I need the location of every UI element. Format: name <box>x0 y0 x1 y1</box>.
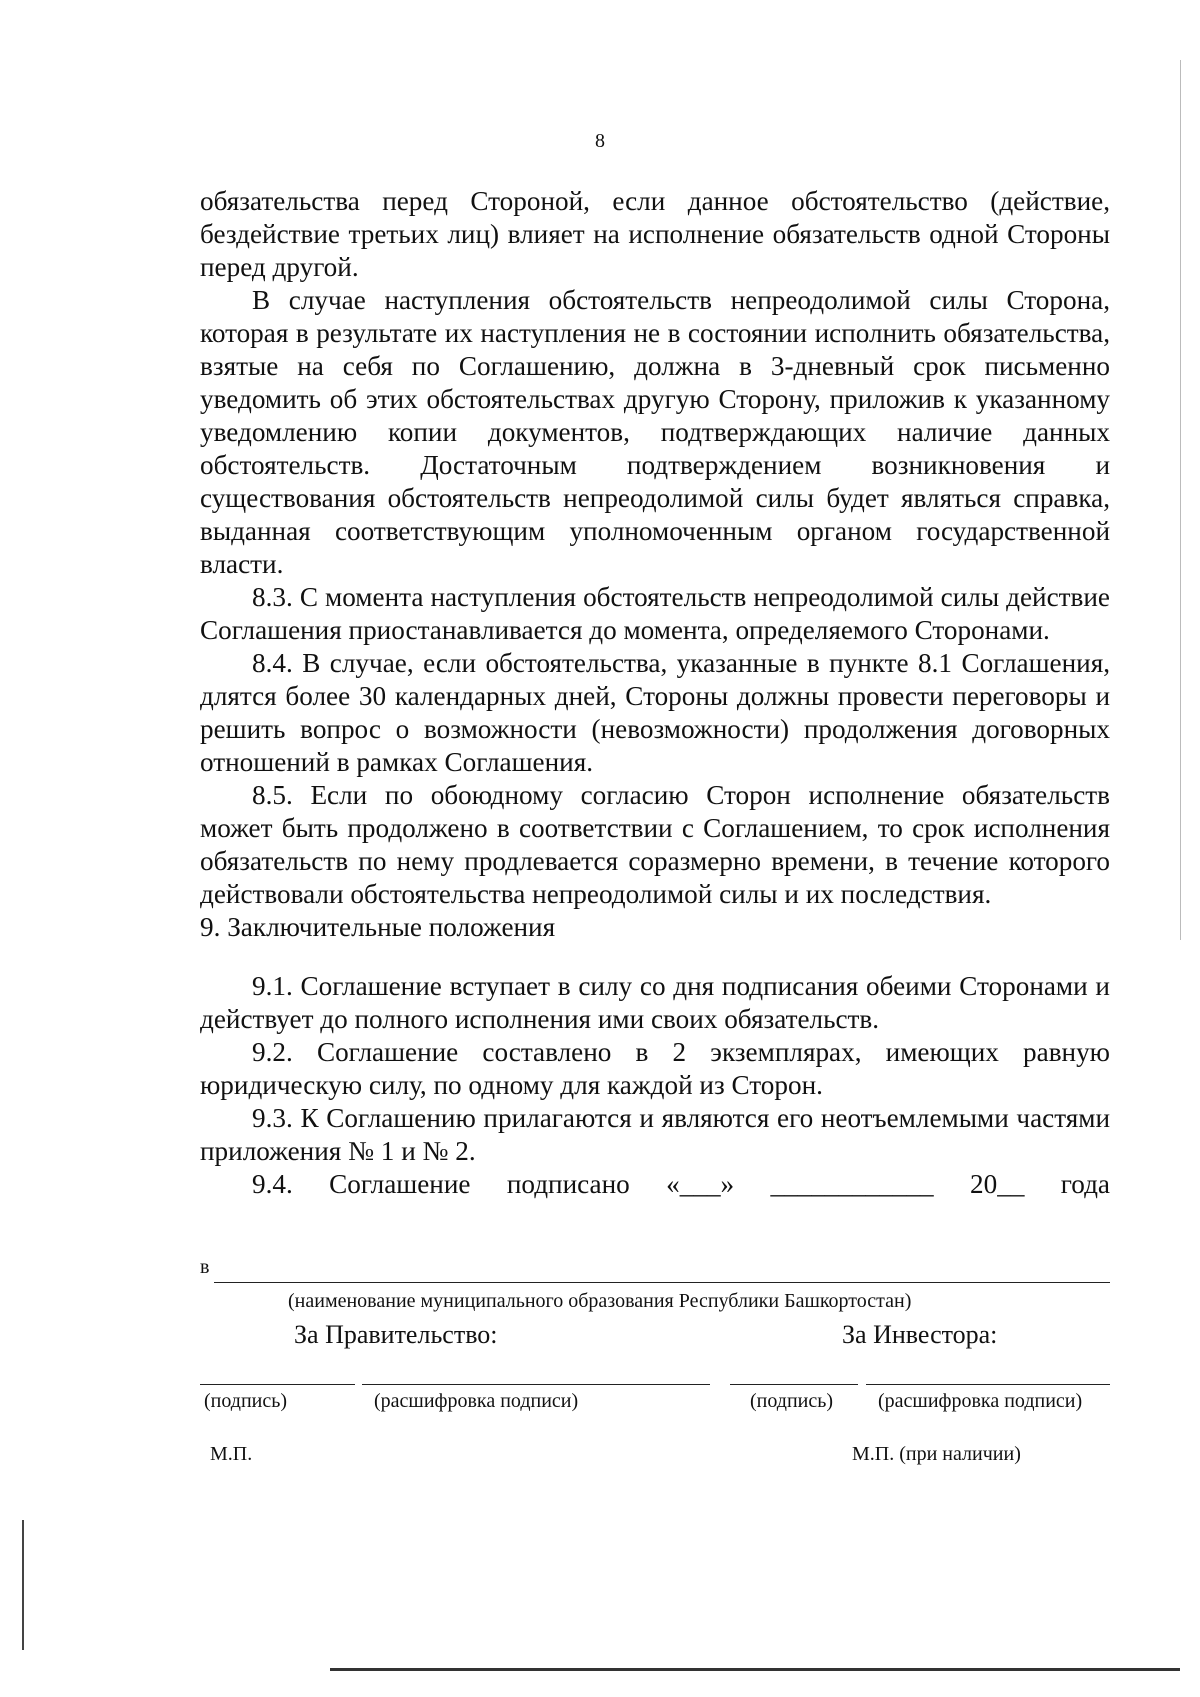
paragraph: 9.1. Соглашение вступает в силу со дня подписания обеими Сторонами и действует до полного исполнения ими своих обязательств. <box>200 971 1110 1034</box>
scan-edge-right <box>1180 60 1181 940</box>
gov-signature-caption: (подпись) <box>204 1390 288 1412</box>
document-body <box>200 185 1110 1201</box>
paragraph: 8.5. Если по обоюдному согласию Сторон исполнение обязательств может быть продолжено в соответствии с Соглашением, то срок исполнения обязательств по нему продлевается соразмерно времени, в течение которого действовали обстоятельства непреодолимой силы и их последствия. <box>200 780 1110 909</box>
gov-signature-line <box>200 1384 355 1385</box>
scan-edge-left <box>22 1520 24 1650</box>
gov-stamp: М.П. <box>210 1443 253 1465</box>
gov-decoding-caption: (расшифровка подписи) <box>374 1390 579 1412</box>
inv-signature-caption: (подпись) <box>750 1390 834 1412</box>
paragraph: 8.3. С момента наступления обстоятельств непреодолимой силы действие Соглашения приостанавливается до момента, определяемого Сторонами. <box>200 582 1110 645</box>
section-heading: 9. Заключительные положения <box>200 912 556 942</box>
inv-decoding-caption: (расшифровка подписи) <box>878 1390 1083 1412</box>
city-underline <box>214 1282 1110 1283</box>
paragraph: обязательства перед Стороной, если данное обстоятельство (действие, бездействие третьих лиц) влияет на исполнение обязательств одной Стороны перед другой. <box>200 186 1110 282</box>
government-label: За Правительство: <box>294 1320 498 1349</box>
paragraph: 9.4. Соглашение подписано «___» ____________ 20__ года <box>252 1169 1110 1199</box>
paragraph: 9.2. Соглашение составлено в 2 экземплярах, имеющих равную юридическую силу, по одному для каждой из Сторон. <box>200 1037 1110 1100</box>
municipality-caption: (наименование муниципального образования Республики Башкортостан) <box>288 1290 912 1312</box>
paragraph: 9.3. К Соглашению прилагаются и являются его неотъемлемыми частями приложения № 1 и № 2. <box>200 1103 1110 1166</box>
city-prefix: в <box>200 1256 210 1278</box>
gov-decoding-line <box>362 1384 710 1385</box>
page-number: 8 <box>595 130 605 152</box>
inv-decoding-line <box>866 1384 1110 1385</box>
paragraph: В случае наступления обстоятельств непреодолимой силы Сторона, которая в результате их наступления не в состоянии исполнить обязательства, взятые на себя по Соглашению, должна в 3-дневный срок письменно уведомить об этих обстоятельствах другую Сторону, приложив к указанному уведомлению копии документов, подтверждающих наличие данных обстоятельств. Достаточным подтверждением возникновения и существования обстоятельств непреодолимой силы будет являться справка, выданная соответствующим уполномоченным органом государственной власти. <box>200 285 1110 579</box>
investor-stamp: М.П. (при наличии) <box>852 1443 1021 1465</box>
inv-signature-line <box>730 1384 858 1385</box>
paragraph: 8.4. В случае, если обстоятельства, указанные в пункте 8.1 Соглашения, длятся более 30 календарных дней, Стороны должны провести переговоры и решить вопрос о возможности (невозможности) продолжения договорных отношений в рамках Соглашения. <box>200 648 1110 777</box>
investor-label: За Инвестора: <box>842 1320 998 1349</box>
scan-edge-bottom <box>330 1668 1180 1671</box>
